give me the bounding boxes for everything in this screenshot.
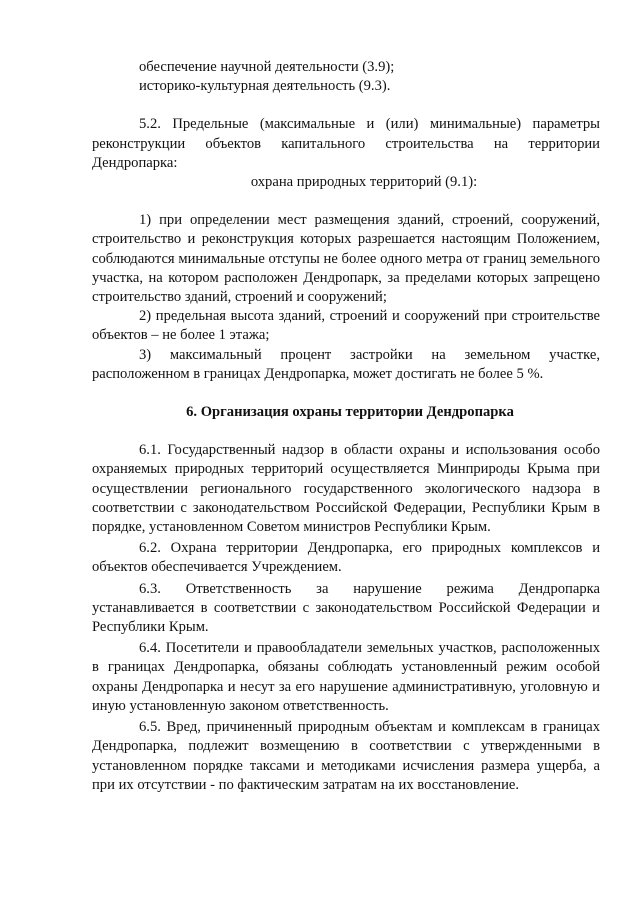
paragraph-6-1: 6.1. Государственный надзор в области охраны и использования особо охраняемых природных территорий осуществляется Минприроды Крыма при осуществлении регионального государственного экологического надзора в соответствии с законодательством Российской Федерации, Республики Крым в порядке, установленном Советом министров Республики Крым. xyxy=(92,442,600,536)
list-item-2: 2) предельная высота зданий, строений и сооружений при строительстве объектов – не более 1 этажа; xyxy=(92,308,600,344)
paragraph-6-2: 6.2. Охрана территории Дендропарка, его природных комплексов и объектов обеспечивается Учреждением. xyxy=(92,540,600,576)
intro-line-culture: историко-культурная деятельность (9.3). xyxy=(139,78,391,95)
spacer xyxy=(92,96,600,115)
document-page xyxy=(92,58,600,795)
subtitle-nature-protection: охрана природных территорий (9.1): xyxy=(250,174,478,191)
intro-line-science: обеспечение научной деятельности (3.9); xyxy=(139,59,395,75)
spacer xyxy=(92,384,600,403)
paragraph-6-3: 6.3. Ответственность за нарушение режима Дендропарка устанавливается в соответствии с законодательством Российской Федерации и Республики Крым. xyxy=(92,580,600,636)
list-item-3: 3) максимальный процент застройки на земельном участке, расположенном в границах Дендропарка, может достигать не более 5 %. xyxy=(92,346,600,382)
paragraph-6-4: 6.4. Посетители и правообладатели земельных участков, расположенных в границах Дендропарка, обязаны соблюдать установленный режим особой охраны Дендропарка и несут за его нарушение административную, уголовную и иную установленную законом ответственность. xyxy=(92,640,600,714)
paragraph-5-2: 5.2. Предельные (максимальные и (или) минимальные) параметры реконструкции объектов капитального строительства на территории Дендропарка: xyxy=(92,116,600,171)
spacer xyxy=(92,192,600,211)
section-heading: 6. Организация охраны территории Дендропарка xyxy=(186,404,514,421)
list-item-1: 1) при определении мест размещения зданий, строений, сооружений, строительство и реконструкция которых разрешается настоящим Положением, соблюдаются минимальные отступы не более одного метра от границ земельного участка, на котором расположен Дендропарк, за пределами которых запрещено строительство зданий, строений и сооружений; xyxy=(92,212,600,306)
paragraph-6-5: 6.5. Вред, причиненный природным объектам и комплексам в границах Дендропарка, подлежит возмещению в соответствии с утвержденными в установленном порядке таксами и методиками исчисления размера ущерба, а при их отсутствии - по фактическим затратам на их восстановление. xyxy=(92,719,600,793)
spacer xyxy=(92,422,600,441)
